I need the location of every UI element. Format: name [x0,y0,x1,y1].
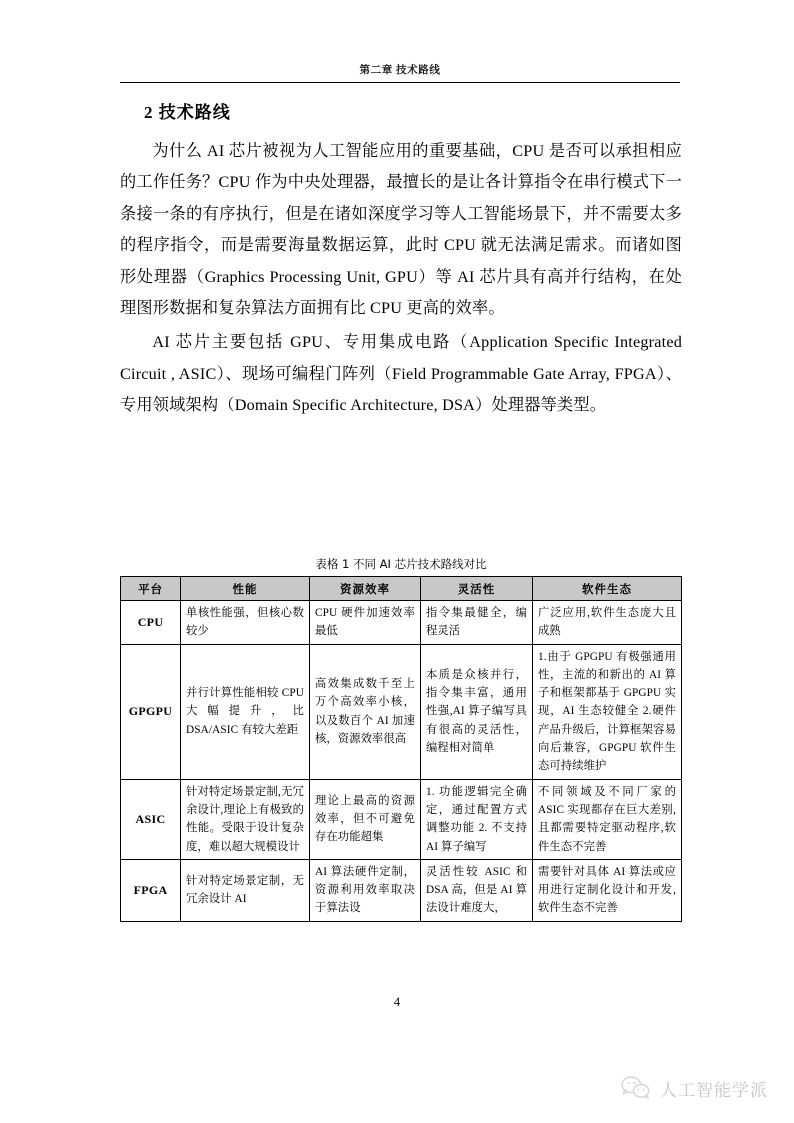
column-header-platform: 平台 [121,577,181,601]
brand-name: 人工智能学派 [660,1080,768,1101]
paragraph-2: AI 芯片主要包括 GPU、专用集成电路（Application Specific Integrated Circuit , ASIC）、现场可编程门阵列（Field Programmable Gate Array, FPGA）、专用领域架构（Domain Specific Architecture, DSA）处理器等类型。 [120,333,682,415]
page-title: 2 技术路线 [144,103,231,122]
column-header-performance: 性能 [181,577,310,601]
column-header-efficiency: 资源效率 [310,577,421,601]
cell-performance: 单核性能强，但核心数较少 [181,601,310,645]
table-header [121,577,682,601]
cell-efficiency: CPU 硬件加速效率最低 [310,601,421,645]
table-row [121,601,682,645]
cell-flexibility: 1. 功能逻辑完全确定，通过配置方式调整功能 2. 不支持 AI 算子编写 [421,779,533,859]
cell-platform: CPU [121,601,181,645]
cell-ecosystem: 需要针对具体 AI 算法或应用进行定制化设计和开发,软件生态不完善 [533,859,682,921]
table-row [121,859,682,921]
cell-platform: FPGA [121,859,181,921]
comparison-table-wrapper [120,576,681,922]
running-header-title: 第二章 技术路线 [359,65,441,76]
paragraph-1: 为什么 AI 芯片被视为人工智能应用的重要基础，CPU 是否可以承担相应的工作任务？CPU 作为中央处理器，最擅长的是让各计算指令在串行模式下一条接一条的有序执行，但是在诸如深度学习等人工智能场景下，并不需要太多的程序指令，而是需要海量数据运算，此时 CPU 就无法满足需求。而诸如图形处理器（Graphics Processing Unit, GPU）等 AI 芯片具有高并行结构，在处理图形数据和复杂算法方面拥有比 CPU 更高的效率。 [120,141,682,318]
cell-efficiency: 高效集成数千至上万个高效率小核，以及数百个 AI 加速核，资源效率很高 [310,644,421,779]
cell-efficiency: AI 算法硬件定制，资源利用效率取决于算法设 [310,859,421,921]
brand-watermark [621,1075,768,1101]
table-row [121,779,682,859]
column-header-flexibility: 灵活性 [421,577,533,601]
wechat-icon [621,1075,651,1101]
cell-performance: 并行计算性能相较 CPU 大幅提升，比 DSA/ASIC 有较大差距 [181,644,310,779]
cell-platform: GPGPU [121,644,181,779]
cell-ecosystem: 1.由于 GPGPU 有极强通用性，主流的和新出的 AI 算子和框架都基于 GPGPU 实现，AI 生态较健全 2.硬件产品升级后，计算框架容易向后兼容，GPGPU 软件生态可持续维护 [533,644,682,779]
cell-ecosystem: 不同领域及不同厂家的 ASIC 实现都存在巨大差别,且都需要特定驱动程序,软件生态不完善 [533,779,682,859]
table-body [121,601,682,922]
cell-ecosystem: 广泛应用,软件生态庞大且成熟 [533,601,682,645]
cell-efficiency: 理论上最高的资源效率，但不可避免存在功能超集 [310,779,421,859]
header-divider [120,82,680,83]
table-row [121,644,682,779]
cell-performance: 针对特定场景定制,无冗余设计,理论上有极致的性能。受限于设计复杂度，难以超大规模设计 [181,779,310,859]
cell-flexibility: 指令集最健全，编程灵活 [421,601,533,645]
cell-flexibility: 灵活性较 ASIC 和 DSA 高，但是 AI 算法设计难度大， [421,859,533,921]
cell-performance: 针对特定场景定制，无冗余设计 AI [181,859,310,921]
document-body [120,100,682,424]
table-caption: 表格 1 不同 AI 芯片技术路线对比 [315,557,487,571]
running-header [120,62,680,83]
ai-chip-comparison-table [120,576,682,922]
cell-flexibility: 本质是众核并行，指令集丰富，通用性强,AI 算子编写具有很高的灵活性，编程相对简单 [421,644,533,779]
column-header-ecosystem: 软件生态 [533,577,682,601]
table-header-row [121,577,682,601]
page-number: 4 [393,995,401,1009]
cell-platform: ASIC [121,779,181,859]
